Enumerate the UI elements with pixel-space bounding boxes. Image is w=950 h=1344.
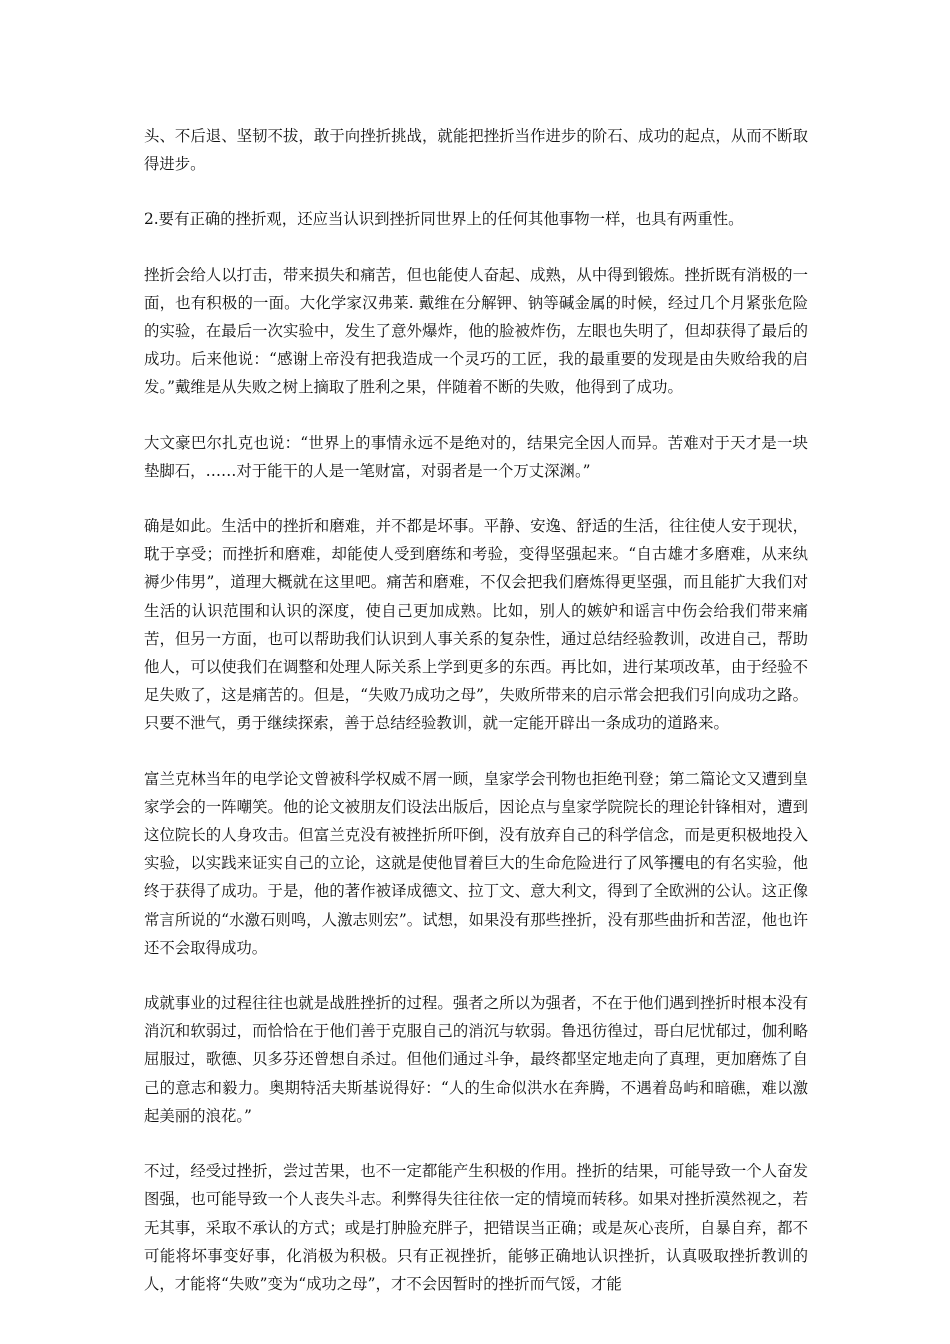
paragraph-franklin: 富兰克林当年的电学论文曾被科学权威不屑一顾，皇家学会刊物也拒绝刊登；第二篇论文又遭到皇家学会的一阵嘲笑。他的论文被朋友们设法出版后，因论点与皇家学院院长的理论针锋相对，遭到这位院长的人身攻击。但富兰克没有被挫折所吓倒，没有放弃自己的科学信念，而是更积极地投入实验，以实践来证实自己的立论，这就是使他冒着巨大的生命危险进行了风筝攫电的有名实验，他终于获得了成功。于是，他的著作被译成德文、拉丁文、意大利文，得到了全欧洲的公认。这正像常言所说的“水激石则鸣，人激志则宏”。试想，如果没有那些挫折，没有那些曲折和苦涩，他也许还不会取得成功。 [144,769,808,957]
paragraph-continuation: 头、不后退、坚韧不拔，敢于向挫折挑战，就能把挫折当作进步的阶石、成功的起点，从而不断取得进步。 [144,127,808,174]
paragraph-balzac: 大文豪巴尔扎克也说：“世界上的事情永远不是绝对的，结果完全因人而异。苦难对于天才是一块垫脚石，……对于能干的人是一笔财富，对弱者是一个万丈深渊。” [144,433,808,480]
paragraph-hardship: 确是如此。生活中的挫折和磨难，并不都是坏事。平静、安逸、舒适的生活，往往使人安于现状，耽于享受；而挫折和磨难，却能使人受到磨练和考验，变得坚强起来。“自古雄才多磨难，从来纨褥少伟男”，道理大概就在这里吧。痛苦和磨难，不仅会把我们磨炼得更坚强，而且能扩大我们对生活的认识范围和认识的深度，使自己更加成熟。比如，别人的嫉妒和谣言中伤会给我们带来痛苦，但另一方面，也可以帮助我们认识到人事关系的复杂性，通过总结经验教训，改进自己，帮助他人，可以使我们在调整和处理人际关系上学到更多的东西。再比如，进行某项改革，由于经验不足失败了，这是痛苦的。但是，“失败乃成功之母”，失败所带来的启示常会把我们引向成功之路。只要不泄气，勇于继续探索，善于总结经验教训，就一定能开辟出一条成功的道路来。 [144,517,808,733]
document-page [144,122,808,1298]
paragraph-davy: 挫折会给人以打击，带来损失和痛苦，但也能使人奋起、成熟，从中得到锻炼。挫折既有消极的一面，也有积极的一面。大化学家汉弗莱. 戴维在分解钾、钠等碱金属的时候，经过几个月紧张危险的实验，在最后一次实验中，发生了意外爆炸，他的脸被炸伤，左眼也失明了，但却获得了最后的成功。后来他说：“感谢上帝没有把我造成一个灵巧的工匠，我的最重要的发现是由失败给我的启发。”戴维是从失败之树上摘取了胜利之果，伴随着不断的失败，他得到了成功。 [144,265,808,397]
paragraph-achievement: 成就事业的过程往往也就是战胜挫折的过程。强者之所以为强者，不在于他们遇到挫折时根本没有消沉和软弱过，而恰恰在于他们善于克服自己的消沉与软弱。鲁迅彷徨过，哥白尼忧郁过，伽利略屈服过，歌德、贝多芬还曾想自杀过。但他们通过斗争，最终都坚定地走向了真理，更加磨炼了自己的意志和毅力。奥期特活夫斯基说得好：“人的生命似洪水在奔腾，不遇着岛屿和暗礁，难以激起美丽的浪花。” [144,994,808,1125]
paragraph-section-heading: 2.要有正确的挫折观，还应当认识到挫折同世界上的任何其他事物一样，也具有两重性。 [144,210,744,229]
paragraph-however: 不过，经受过挫折，尝过苦果，也不一定都能产生积极的作用。挫折的结果，可能导致一个人奋发图强，也可能导致一个人丧失斗志。利弊得失往往依一定的情境而转移。如果对挫折漠然视之，若无其事，采取不承认的方式；或是打肿脸充胖子，把错误当正确；或是灰心丧所，自暴自弃，都不可能将坏事变好事，化消极为积极。只有正视挫折，能够正确地认识挫折，认真吸取挫折教训的人，才能将“失败”变为“成功之母”，才不会因暂时的挫折而气馁，才能 [144,1162,808,1293]
